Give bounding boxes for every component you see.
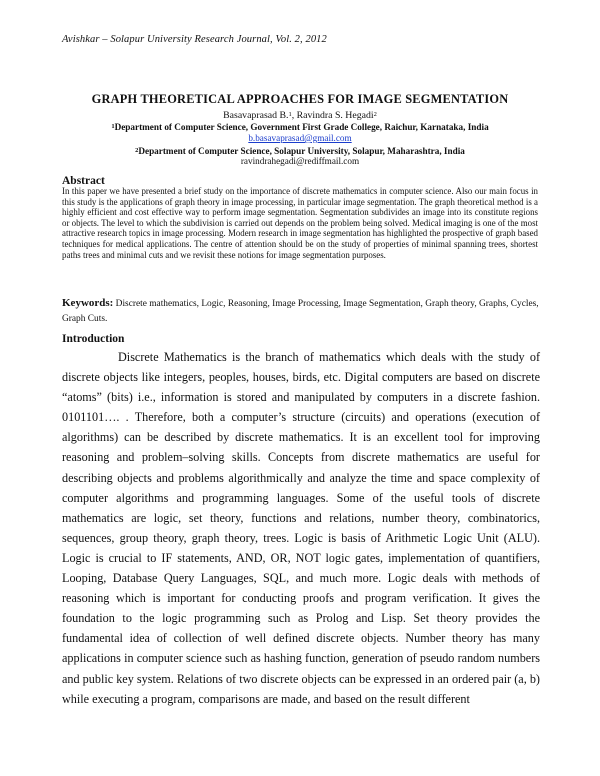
abstract-heading: Abstract [62,175,105,187]
abstract-text: In this paper we have presented a brief study on the importance of discrete mathematics in computer science. Also our main focus in this study is the applications of graph theory in image processing, in particular image segmentation. The graph theoretical method is a highly efficient and cost effective way to perform image segmentation. Segmentation subdivides an image into its constitute regions or objects. The level to which the subdivision is carried out depends on the problem being solved. Medical imaging is one of the most attractive research topics in image processing. Modern research in image segmentation has highlighted the prospective of graph based techniques for medical applications. The centre of attention should be on the study of properties of minimal spanning trees, shortest paths trees and minimal cuts and we revisit these notions for image segmentation purposes. [62,186,538,260]
author-separator: , [291,110,297,121]
email-2: ravindrahegadi@rediffmail.com [240,156,360,166]
author-1-affiliation-mark: 1 [288,111,292,118]
paper-title: GRAPH THEORETICAL APPROACHES FOR IMAGE SEGMENTATION [91,92,509,106]
keywords-label: Keywords: [62,297,114,309]
author-2-affiliation-mark: 2 [373,111,377,118]
affiliation-1-mark: 1 [111,123,115,130]
keywords [62,296,540,326]
journal-header: Avishkar – Solapur University Research Journal, Vol. 2, 2012 [62,34,327,45]
affiliation-2-text: Department of Computer Science, Solapur University, Solapur, Maharashtra, India [138,146,465,156]
introduction-heading: Introduction [62,333,125,345]
affiliation-2-mark: 2 [135,147,139,154]
affiliation-1-text: Department of Computer Science, Government First Grade College, Raichur, Karnataka, India [114,122,489,132]
introduction-text: Discrete Mathematics is the branch of mathematics which deals with the study of discrete objects like integers, peoples, houses, birds, etc. Digital computers are based on discrete “atoms” (bits) i.e., information is stored and manipulated by computers in a discrete fashion. 0101101…. . Therefore, both a computer’s structure (circuits) and operations (execution of algorithms) can be described by discrete mathematics. It is an excellent tool for improving reasoning and problem–solving skills. Concepts from discrete mathematics are useful for describing objects and problems algorithmically and analyze the time and space complexity of computer algorithms and programming languages. Some of the useful tools of discrete mathematics are logic, set theory, functions and relations, number theory, combinatorics, sequences, group theory, graph theory, trees. Logic is basis of Arithmetic Logic Unit (ALU). Logic is crucial to IF statements, AND, OR, NOT logic gates, implementation of quantifiers, Looping, Database Query Languages, SQL, and much more. Logic deals with methods of reasoning which is important for conducting proofs and program verification. It gives the foundation to the logic programming such as Prolog and Lisp. Set theory provides the fundamental idea of collection of well defined discrete objects. Number theory has many applications in computer science such as hashing function, generation of pseudo random numbers and public key system. Relations of two discrete objects can be expressed in an ordered pair (a, b) while executing a program, comparisons are made, and based on the result different [62,350,540,706]
email-link-1[interactable]: b.basavaprasad@gmail.com [248,133,352,143]
author-2: Ravindra S. Hegadi [296,110,374,121]
affiliation-1 [0,122,600,133]
author-line [0,110,600,121]
keywords-text: Discrete mathematics, Logic, Reasoning, Image Processing, Image Segmentation, Graph theory, Graphs, Cycles, Graph Cuts. [62,299,539,324]
author-1: Basavaprasad B. [223,110,289,121]
